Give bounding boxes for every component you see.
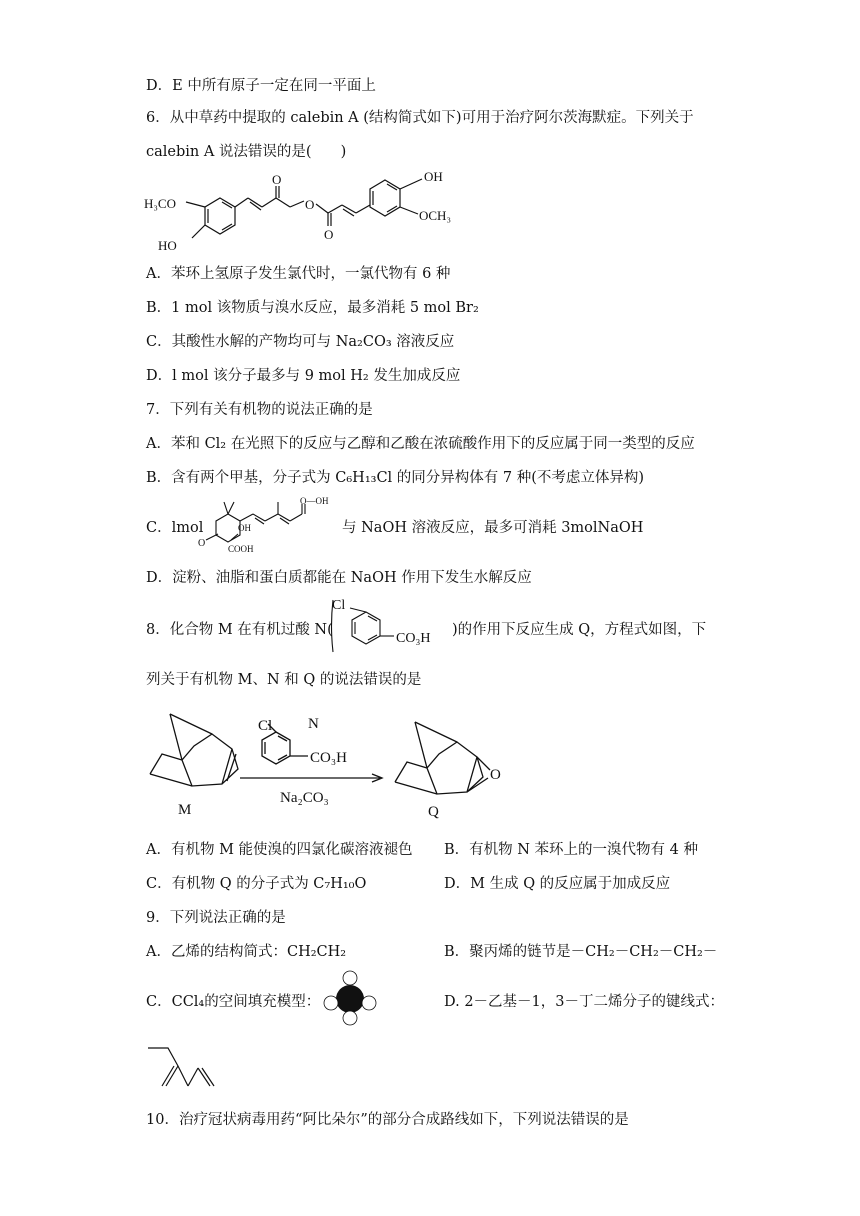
- oh-label: OH: [424, 169, 443, 184]
- acid-o-label: O—OH: [300, 496, 329, 506]
- reaction-scheme: [140, 704, 520, 824]
- q6-option-c: C．其酸性水解的产物均可与 Na₂CO₃ 溶液反应: [146, 334, 455, 350]
- carbonyl-o-label: O: [324, 227, 334, 242]
- ethyl-butadiene-skeletal-formula: [146, 1040, 226, 1092]
- co3h-label: CO₃H: [396, 631, 431, 646]
- q7-option-d: D．淀粉、油脂和蛋白质都能在 NaOH 作用下发生水解反应: [146, 570, 532, 586]
- ho-label: HO: [158, 238, 177, 253]
- q9-option-d: D. 2－乙基－1，3－丁二烯分子的键线式：: [444, 994, 725, 1010]
- q8-stem-line1-prefix: 8．化合物 M 在有机过酸 N(: [146, 622, 333, 638]
- q8-stem-line2: 列关于有机物 M、N 和 Q 的说法错误的是: [146, 672, 422, 688]
- q8-stem-line1-suffix: )的作用下反应生成 Q，方程式如图，下: [452, 622, 707, 638]
- m-label: M: [178, 802, 192, 818]
- cl-label: Cl: [332, 598, 346, 613]
- q8-option-c: C．有机物 Q 的分子式为 C₇H₁₀O: [146, 876, 367, 892]
- cooh-label: COOH: [228, 544, 254, 554]
- q7-option-c-prefix: C．lmol: [146, 520, 204, 536]
- h3co-label: H₃CO: [144, 196, 176, 211]
- cl-label: Cl: [258, 718, 273, 734]
- q6-stem-line2: calebin A 说法错误的是( ): [146, 144, 347, 160]
- q7-option-a: A．苯和 Cl₂ 在光照下的反应与乙醇和乙酸在浓硫酸作用下的反应属于同一类型的反应: [146, 436, 695, 452]
- q8-option-b: B．有机物 N 苯环上的一溴代物有 4 种: [444, 842, 699, 858]
- q9-option-b: B．聚丙烯的链节是－CH₂－CH₂－CH₂－: [444, 944, 718, 960]
- oh-label: OH: [238, 523, 251, 533]
- q6-stem-line1: 6．从中草药中提取的 calebin A (结构简式如下)可用于治疗阿尔茨海默症。下列关于: [146, 110, 694, 126]
- q8-option-d: D．M 生成 Q 的反应属于加成反应: [444, 876, 671, 892]
- q10-stem: 10．治疗冠状病毒用药“阿比朵尔”的部分合成路线如下，下列说法错误的是: [146, 1112, 629, 1128]
- ester-o-label: O: [305, 197, 315, 212]
- n-label: N: [308, 716, 319, 732]
- epoxide-o-label: O: [490, 767, 501, 783]
- q6-option-d: D．l mol 该分子最多与 9 mol H₂ 发生加成反应: [146, 368, 461, 384]
- q7-option-c-suffix: 与 NaOH 溶液反应，最多可消耗 3molNaOH: [342, 520, 644, 536]
- q7-option-b: B．含有两个甲基，分子式为 C₆H₁₃Cl 的同分异构体有 7 种(不考虑立体异构): [146, 470, 645, 486]
- q8-option-a: A．有机物 M 能使溴的四氯化碳溶液褪色: [146, 842, 413, 858]
- q9-stem: 9．下列说法正确的是: [146, 910, 286, 926]
- q6-option-b: B．1 mol 该物质与溴水反应，最多消耗 5 mol Br₂: [146, 300, 479, 316]
- q7-stem: 7．下列有关有机物的说法正确的是: [146, 402, 373, 418]
- calebin-a-structure: [140, 168, 470, 258]
- ketone-o-label: O: [272, 172, 282, 187]
- q-label: Q: [428, 804, 439, 820]
- q5-option-d: D．E 中所有原子一定在同一平面上: [146, 78, 376, 94]
- reagent-n-inline-structure: [330, 596, 452, 656]
- ketone-o-label: O: [198, 538, 206, 549]
- q9-option-a: A．乙烯的结构简式：CH₂CH₂: [146, 944, 347, 960]
- abscisic-acid-structure: [198, 496, 348, 554]
- ccl4-space-filling-model: [322, 970, 378, 1028]
- co3h-label: CO₃H: [310, 750, 347, 766]
- reagent-label: Na₂CO₃: [280, 790, 329, 806]
- q9-option-c: C．CCl₄的空间填充模型：: [146, 994, 321, 1010]
- och3-label: OCH₃: [419, 208, 451, 223]
- q6-option-a: A．苯环上氢原子发生氯代时，一氯代物有 6 种: [146, 266, 451, 282]
